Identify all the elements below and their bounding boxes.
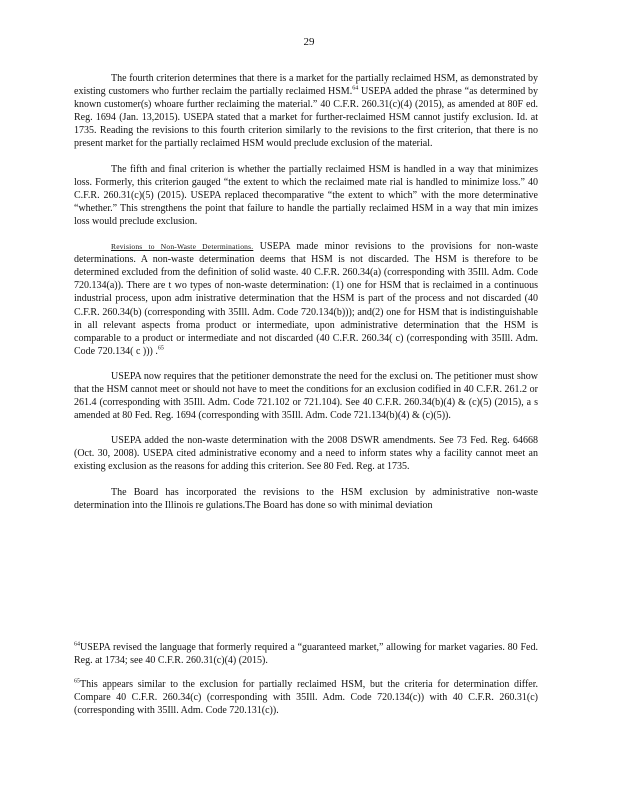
paragraph-fourth-criterion bbox=[74, 72, 538, 151]
paragraph-text: USEPA added the phrase “as determined by known customer(s) whoare further reclaiming the material.” 40 C.F.R. 260.31(c)(4) (2015), as amended at 80F ed. Reg. 1694 (Jan. 13,2015). USEPA stated that a market for further-reclaimed HSM cannot justify exclusion. Id. at 1735. Reading the revisions to this fourth criterion similarly to the revisions to the first criterion, that there is no present market for the partially reclaimed HSM would preclude exclusion of the material. bbox=[74, 86, 538, 150]
paragraph-text: The Board has incorporated the revisions to the HSM exclusion by administrative non-waste determination into the Illinois re gulations.The Board has done so with minimal deviation bbox=[74, 486, 538, 511]
footnote-65 bbox=[74, 678, 538, 717]
footnote-64 bbox=[74, 641, 538, 667]
footnote-mark: 65 bbox=[74, 678, 80, 685]
paragraph-board-incorporation bbox=[74, 486, 538, 512]
section-run-in-heading: Revisions to Non-Waste Determinations. bbox=[111, 242, 254, 252]
footnote-reference-65: 65 bbox=[157, 345, 164, 352]
body-text bbox=[74, 72, 538, 524]
footnotes bbox=[74, 641, 538, 728]
paragraph-non-waste-determinations bbox=[74, 240, 538, 358]
footnote-reference-64: 64 bbox=[352, 85, 359, 92]
paragraph-dswr-amendments bbox=[74, 434, 538, 473]
footnote-text: USEPA revised the language that formerly required a “guaranteed market,” allowing for market vagaries. 80 Fed. Reg. at 1734; see 40 C.F.R. 260.31(c)(4) (2015). bbox=[74, 642, 538, 667]
paragraph-text: The fifth and final criterion is whether the partially reclaimed HSM is handled in a way that minimizes loss. Formerly, this criterion gauged “the extent to which the reclaimed mate rial is handled to minimize loss.” 40 C.F.R. 260.31(c)(5) (2015). USEPA replaced thecomparative “the extent to which” with the more determinative “whether.” This strengthens the point that failure to handle the partially reclaimed HSM in a way that min imizes loss would preclude exclusion. bbox=[74, 163, 538, 227]
paragraph-text: USEPA made minor revisions to the provisions for non-waste determinations. A non-waste determination deems that HSM is not discarded. The HSM is therefore to be determined excluded from the definition of solid waste. 40 C.F.R. 260.34(a) (corresponding with 35Ill. Adm. Code 720.134(a)). There are t wo types of non-waste determination: (1) one for HSM that is reclaimed in a continuous industrial process, upon adm inistrative determination that the HSM is part of the process and not discarded (40 C.F.R. 260.34(b) (corresponding with 35Ill. Adm. Code 720.134(b))); and(2) one for HSM that is indistinguishable in all relevant aspects froma product or intermediate, upon administrative determination that the HSM is comparable to a product or intermediate and not discarded (40 C.F.R. 260.34( c) (corresponding with 35Ill. Adm. Code 720.134( c ))) . bbox=[74, 241, 539, 357]
page-number: 29 bbox=[303, 36, 315, 48]
paragraph-petitioner-requirement bbox=[74, 370, 538, 422]
footnote-text: This appears similar to the exclusion for partially reclaimed HSM, but the criteria for determination differ. Compare 40 C.F.R. 260.34(c) (corresponding with 35Ill. Adm. Code 720.134(c)) with 40 C.F.R. 260.31(c) (corresponding with 35Ill. Adm. Code 720.131(c)). bbox=[74, 679, 538, 717]
paragraph-fifth-criterion bbox=[74, 163, 538, 228]
paragraph-text: The fourth criterion determines that there is a market for the partially reclaimed HSM, as demonstrated by existing customers who further reclaim the partially reclaimed HSM. bbox=[74, 73, 538, 98]
paragraph-text: USEPA now requires that the petitioner demonstrate the need for the exclusi on. The petitioner must show that the HSM cannot meet or should not have to meet the conditions for an exclusion codified in 40 C.F.R. 261.2 or 261.4 (corresponding with 35Ill. Adm. Code 721.102 or 721.104). See 40 C.F.R. 260.34(b)(4) & (c)(5) (2015), a s amended at 80 Fed. Reg. 1694 (corresponding with 35Ill. Adm. Code 721.134(b)(4) & (c)(5)). bbox=[74, 370, 538, 422]
paragraph-text: USEPA added the non-waste determination with the 2008 DSWR amendments. See 73 Fed. Reg. 64668 (Oct. 30, 2008). USEPA cited administrative economy and a need to inform states why a facility cannot meet an existing exclusion as the reasons for adding this criterion. See 80 Fed. Reg. at 1735. bbox=[74, 435, 538, 473]
footnote-mark: 64 bbox=[74, 641, 80, 648]
